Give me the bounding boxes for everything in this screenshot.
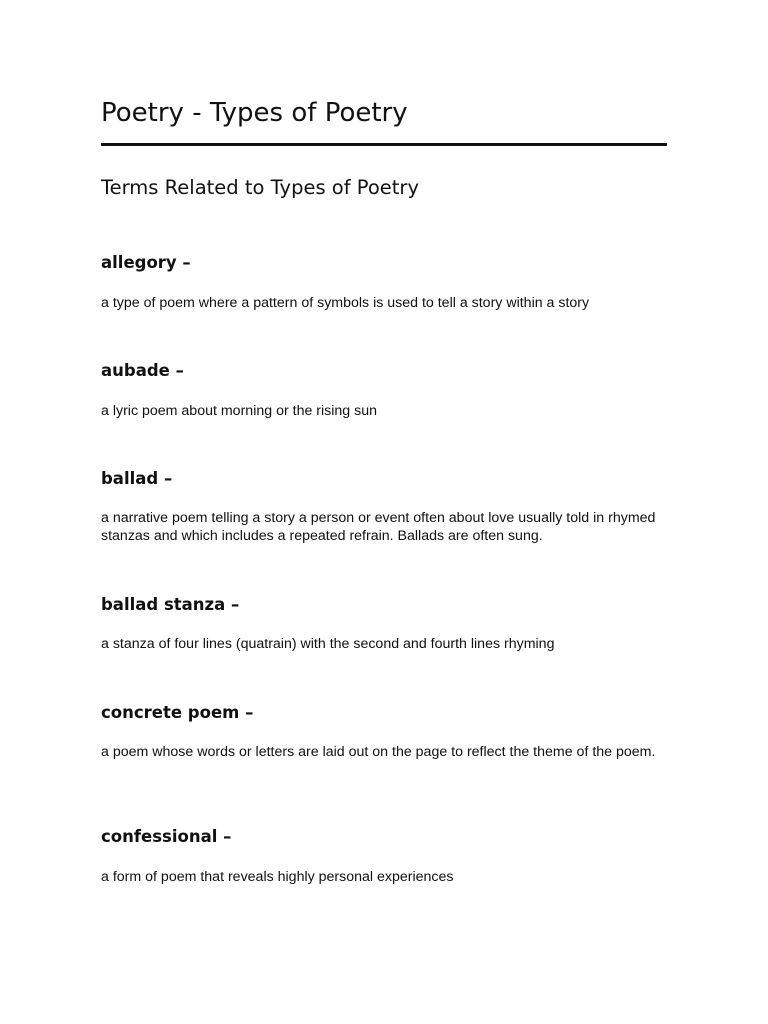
term-name: allegory –: [101, 253, 191, 272]
term-entry-ballad: [101, 468, 667, 545]
page-title: Poetry - Types of Poetry: [101, 98, 408, 128]
term-entry-confessional: [101, 826, 667, 886]
term-definition: a stanza of four lines (quatrain) with the second and fourth lines rhyming: [101, 636, 555, 652]
title-divider: [101, 143, 667, 146]
term-entry-aubade: [101, 360, 667, 420]
term-definition: a lyric poem about morning or the rising sun: [101, 403, 378, 419]
term-definition: a poem whose words or letters are laid out on the page to reflect the theme of the poem.: [101, 744, 656, 760]
section-title: Terms Related to Types of Poetry: [101, 176, 419, 199]
term-definition: a type of poem where a pattern of symbols is used to tell a story within a story: [101, 295, 590, 311]
term-name: confessional –: [101, 827, 232, 846]
term-entry-concrete-poem: [101, 702, 667, 761]
term-name: ballad stanza –: [101, 595, 240, 614]
term-name: concrete poem –: [101, 703, 254, 722]
term-name: ballad –: [101, 469, 173, 488]
term-entry-allegory: [101, 252, 667, 312]
term-name: aubade –: [101, 361, 184, 380]
term-definition: a narrative poem telling a story a person or event often about love usually told in rhymed stanzas and which includes a repeated refrain. Ballads are often sung.: [101, 510, 656, 544]
term-definition: a form of poem that reveals highly personal experiences: [101, 869, 454, 885]
term-entry-ballad-stanza: [101, 594, 667, 653]
